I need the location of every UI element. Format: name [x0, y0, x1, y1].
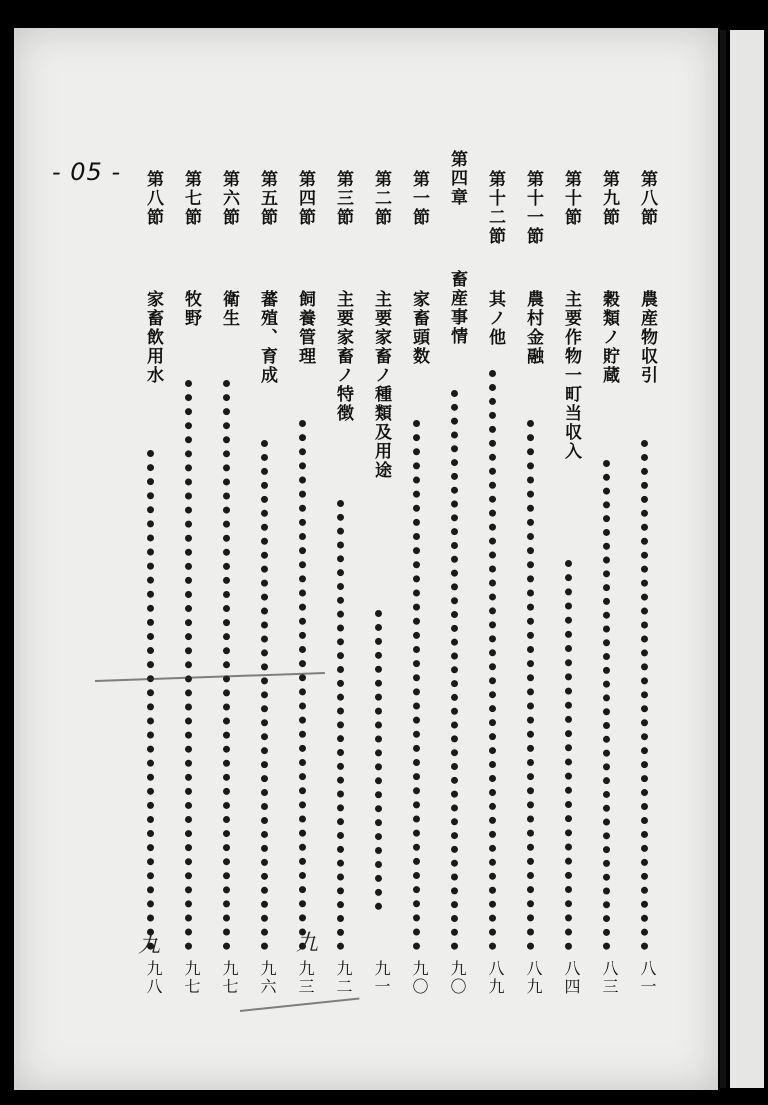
leader-dots: [527, 420, 544, 950]
section-title: 主要家畜ノ種類及用途: [371, 290, 391, 480]
section-label: 第十二節: [485, 170, 505, 246]
section-label: 第十節: [561, 170, 581, 227]
section-title: 飼養管理: [295, 290, 315, 366]
handwritten-note: 九: [138, 933, 161, 958]
page-ref: 九三: [296, 960, 315, 996]
page-ref: 八四: [562, 960, 581, 996]
section-title: 牧野: [181, 290, 201, 328]
leader-dots: [451, 390, 468, 950]
section-title: 蕃殖、育成: [257, 290, 277, 385]
toc-entry: [442, 150, 472, 996]
page-ref: 九七: [182, 960, 201, 996]
toc-entry: [632, 170, 662, 1010]
section-label: 第四章: [447, 150, 467, 207]
page-ref: 九八: [144, 960, 163, 996]
section-label: 第二節: [371, 170, 391, 227]
section-label: 第八節: [637, 170, 657, 227]
page-ref: 九七: [220, 960, 239, 996]
toc-entry: [480, 170, 510, 1010]
section-title: 其ノ他: [485, 290, 505, 347]
section-label: 第四節: [295, 170, 315, 227]
section-title: 家畜飲用水: [143, 290, 163, 385]
toc-entry: [594, 170, 624, 1010]
toc-entry: [518, 170, 548, 1010]
leader-dots: [261, 440, 278, 950]
section-title: 穀類ノ貯蔵: [599, 290, 619, 385]
page-ref: 九二: [334, 960, 353, 996]
leader-dots: [641, 440, 658, 950]
leader-dots: [489, 370, 506, 950]
leader-dots: [337, 500, 354, 950]
page-ref: 九〇: [448, 960, 467, 996]
toc-entry: [556, 170, 586, 1010]
toc-entry: [290, 170, 320, 1010]
section-title: 農産物収引: [637, 290, 657, 385]
toc-entry: [138, 170, 168, 1010]
section-label: 第十一節: [523, 170, 543, 246]
section-title: 衛生: [219, 290, 239, 328]
section-title: 主要家畜ノ特徴: [333, 290, 353, 423]
section-label: 第五節: [257, 170, 277, 227]
section-label: 第八節: [143, 170, 163, 227]
page-ref: 八三: [600, 960, 619, 996]
leader-dots: [299, 420, 316, 950]
page-ref: 八一: [638, 960, 657, 996]
leader-dots: [603, 460, 620, 950]
section-label: 第一節: [409, 170, 429, 227]
toc-entry: [252, 170, 282, 1010]
section-label: 第六節: [219, 170, 239, 227]
leader-dots: [223, 380, 240, 950]
leader-dots: [413, 420, 430, 950]
page-binding-edge: [720, 30, 726, 1088]
leader-dots: [565, 560, 582, 950]
page-number: - 05 -: [52, 158, 122, 186]
section-label: 第三節: [333, 170, 353, 227]
section-label: 第七節: [181, 170, 201, 227]
adjacent-page-edge: [730, 30, 764, 1088]
page-ref: 八九: [524, 960, 543, 996]
section-title: 畜産事情: [447, 270, 467, 346]
page-ref: 九六: [258, 960, 277, 996]
toc-entry: [214, 170, 244, 1010]
leader-dots: [185, 380, 202, 950]
handwritten-note: 九: [296, 931, 319, 956]
page-ref: 九〇: [410, 960, 429, 996]
toc-entry: [366, 170, 396, 1010]
page-ref: 八九: [486, 960, 505, 996]
toc-entry: [176, 170, 206, 1010]
section-label: 第九節: [599, 170, 619, 227]
toc-entry: [328, 170, 358, 1010]
toc-entry: [404, 170, 434, 1010]
section-title: 主要作物一町当収入: [561, 290, 581, 461]
leader-dots: [375, 610, 392, 910]
leader-dots: [147, 450, 164, 950]
section-title: 家畜頭数: [409, 290, 429, 366]
page-ref: 九一: [372, 960, 391, 996]
section-title: 農村金融: [523, 290, 543, 366]
